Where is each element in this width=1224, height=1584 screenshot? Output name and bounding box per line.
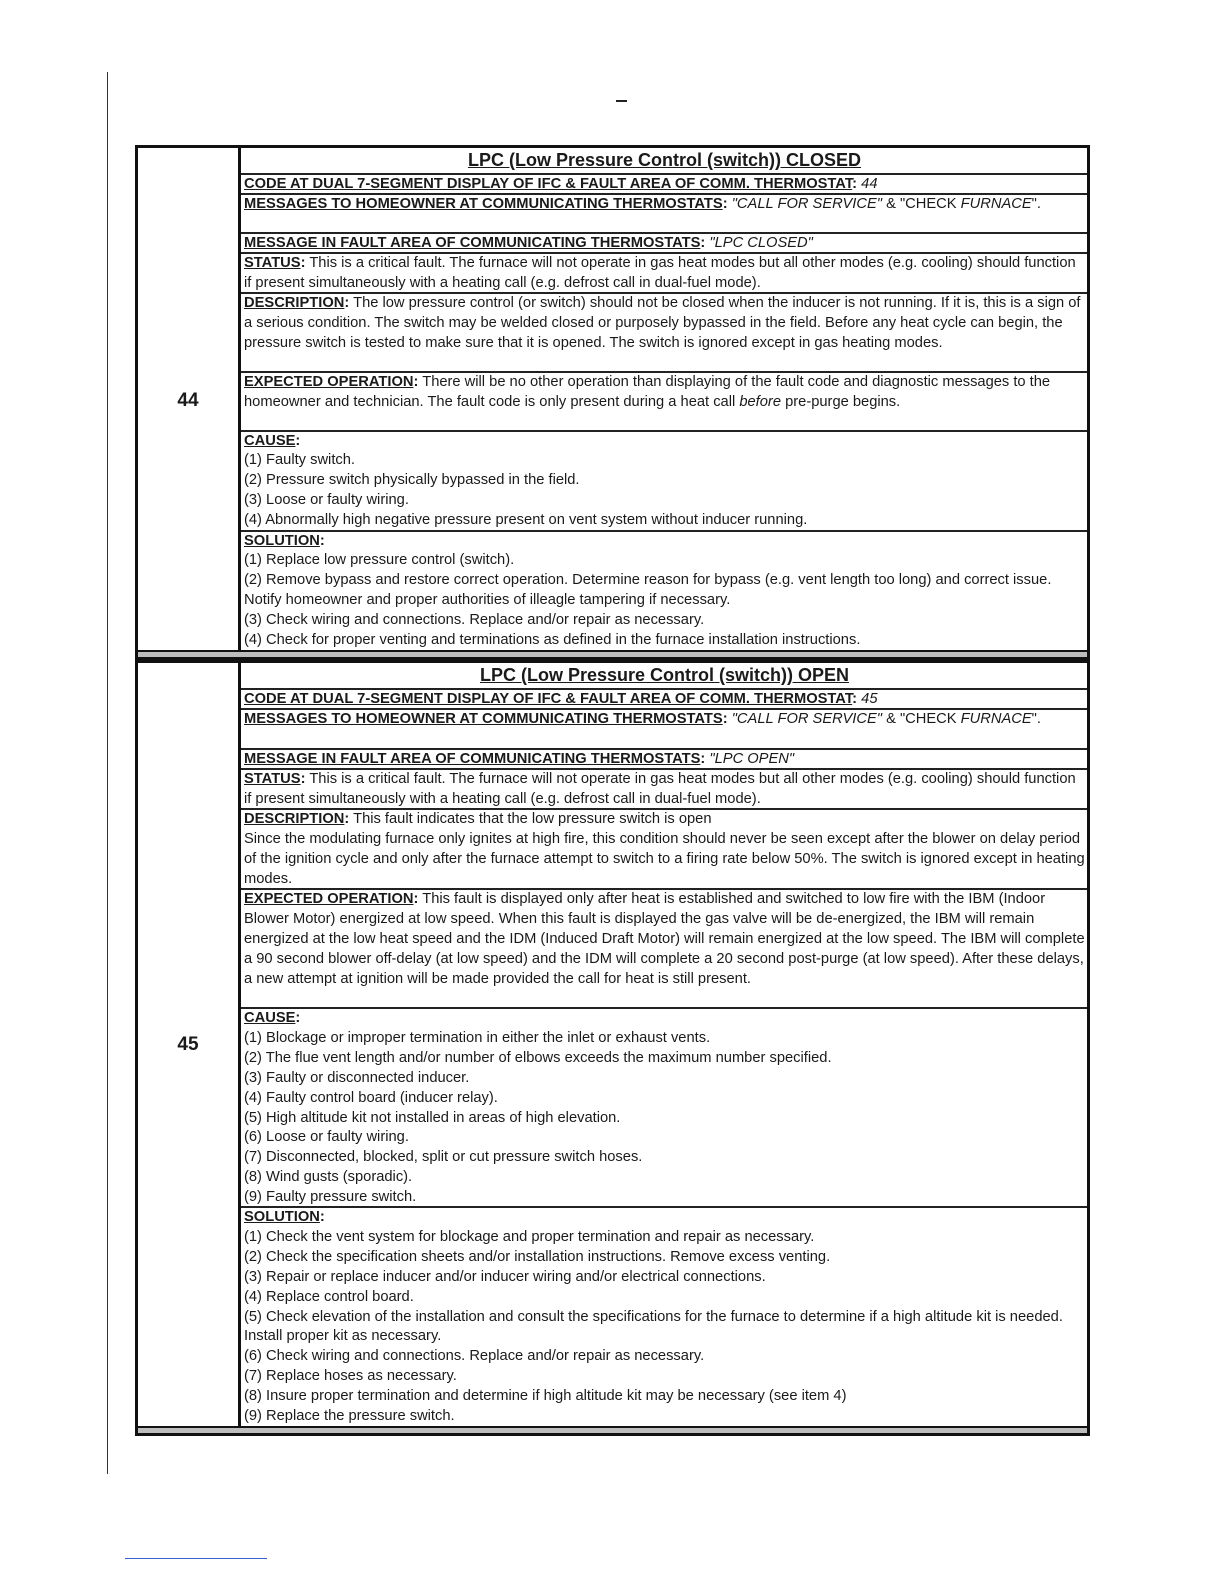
solution-item: (2) Remove bypass and restore correct operation. Determine reason for bypass (e.g. vent length too long) and correct issue. Notify homeowner and proper authorities of illeagle tampering if necessary. [244, 572, 1052, 609]
cause-item: (7) Disconnected, blocked, split or cut pressure switch hoses. [244, 1149, 643, 1166]
block-separator [135, 650, 1090, 660]
fault-code: 44 [177, 390, 199, 411]
description-label: DESCRIPTION [244, 811, 345, 827]
display-code-value: 45 [861, 691, 878, 707]
solution-item: (4) Check for proper venting and terminations as defined in the furnace installation instructions. [244, 632, 861, 649]
block-separator [135, 1426, 1090, 1436]
status-row: STATUS: This is a critical fault. The furnace will not operate in gas heat modes but all other modes (e.g. cooling) should function if present simultaneously with a heating call (e.g. defrost call in dual-fuel mode). [241, 770, 1087, 810]
cause-item: (5) High altitude kit not installed in areas of high elevation. [244, 1109, 621, 1126]
messages-value-end: ". [1031, 711, 1041, 727]
display-code-label: CODE AT DUAL 7-SEGMENT DISPLAY OF IFC & FAULT AREA OF COMM. THERMOSTAT [244, 691, 853, 707]
solution-label: SOLUTION [244, 1209, 320, 1225]
cause-section: CAUSE: (1) Blockage or improper termination in either the inlet or exhaust vents. (2) The flue vent length and/or number of elbows exceeds the maximum number specified. (3) Faulty or disconnected inducer. (4) Faulty control board (inducer relay). (5) High altitude kit not installed in areas of high elevation. (6) Loose or faulty wiring. (7) Disconnected, blocked, split or cut pressure switch hoses. (8) Wind gusts (sporadic). (9) Faulty pressure switch. [241, 1009, 1087, 1208]
status-label: STATUS [244, 771, 301, 787]
fault-title-row [241, 663, 1087, 690]
solution-section: SOLUTION: (1) Check the vent system for blockage and proper termination and repair as necessary. (2) Check the specification sheets and/or installation instructions. Remove excess venting. (3) Repair or replace inducer and/or inducer wiring and/or electrical connections. (4) Replace control board. (5) Check elevation of the installation and consult the specifications for the furnace to determine if a high altitude kit is needed. Install proper kit as necessary. (6) Check wiring and connections. Replace and/or repair as necessary. (7) Replace hoses as necessary. (8) Insure proper termination and determine if high altitude kit may be necessary (see item 4) (9) Replace the pressure switch. [241, 1208, 1087, 1427]
fault-message-label: MESSAGE IN FAULT AREA OF COMMUNICATING THERMOSTATS [244, 751, 701, 767]
expected-operation-text: This fault is displayed only after heat is established and switched to low fire with the IBM (Indoor Blower Motor) energized at low speed. When this fault is displayed the gas valve will be de-energized, the IBM will remain energized at the low heat speed and the IDM (Induced Draft Motor) will remain energized at the low speed. The IBM will complete a 90 second blower off-delay (at low speed) and the IDM will complete a 20 second post-purge (at low speed). After these delays, a new attempt at ignition will be made provided the call for heat is still present. [244, 891, 1085, 987]
expected-operation-text: There will be no other operation than displaying of the fault code and diagnostic messages to the homeowner and technician. The fault code is only present during a heat call [244, 374, 1051, 411]
messages-value-service: "CALL FOR SERVICE" [731, 195, 882, 212]
display-code-row: CODE AT DUAL 7-SEGMENT DISPLAY OF IFC & FAULT AREA OF COMM. THERMOSTAT: 45 [241, 690, 1087, 710]
status-row: STATUS: This is a critical fault. The furnace will not operate in gas heat modes but all other modes (e.g. cooling) should function if present simultaneously with a heating call (e.g. defrost call in dual-fuel mode). [241, 254, 1087, 294]
fault-title-row [241, 148, 1087, 175]
cause-item: (2) The flue vent length and/or number of elbows exceeds the maximum number specified. [244, 1049, 832, 1066]
status-text: This is a critical fault. The furnace will not operate in gas heat modes but all other modes (e.g. cooling) should function if present simultaneously with a heating call (e.g. defrost call in dual-fuel mode). [244, 255, 1076, 292]
description-text: This fault indicates that the low pressure switch is open [353, 811, 712, 827]
code-cell [138, 148, 241, 651]
cause-item: (2) Pressure switch physically bypassed in the field. [244, 472, 580, 489]
fault-block-45 [135, 660, 1090, 1427]
cause-section: CAUSE: (1) Faulty switch. (2) Pressure switch physically bypassed in the field. (3) Loose or faulty wiring. (4) Abnormally high negative pressure present on vent system without inducer running. [241, 432, 1087, 532]
expected-operation-label: EXPECTED OPERATION [244, 891, 414, 907]
fault-content [241, 148, 1087, 651]
cause-item: (3) Faulty or disconnected inducer. [244, 1069, 470, 1086]
messages-value-amp: & "CHECK [881, 711, 957, 727]
cause-item: (3) Loose or faulty wiring. [244, 492, 409, 509]
fault-message-row: MESSAGE IN FAULT AREA OF COMMUNICATING THERMOSTATS: "LPC OPEN" [241, 750, 1087, 770]
left-margin-rule [107, 72, 108, 1474]
status-text: This is a critical fault. The furnace will not operate in gas heat modes but all other modes (e.g. cooling) should function if present simultaneously with a heating call (e.g. defrost call in dual-fuel mode). [244, 771, 1076, 807]
expected-operation-text-end: pre-purge begins. [785, 394, 901, 411]
description-row: DESCRIPTION: The low pressure control (or switch) should not be closed when the inducer is not running. If it is, this is a sign of a serious condition. The switch may be welded closed or purposely bypassed in the field. Before any heat cycle can begin, the pressure switch is tested to make sure that it is opened. The switch is ignored except in gas heating modes. [241, 294, 1087, 373]
expected-operation-emphasis: before [739, 394, 781, 411]
messages-label: MESSAGES TO HOMEOWNER AT COMMUNICATING THERMOSTATS [244, 195, 723, 212]
cause-item: (8) Wind gusts (sporadic). [244, 1169, 413, 1186]
solution-item: (4) Replace control board. [244, 1288, 414, 1305]
solution-item: (3) Check wiring and connections. Replace and/or repair as necessary. [244, 612, 705, 629]
code-cell [138, 663, 241, 1427]
solution-item: (9) Replace the pressure switch. [244, 1408, 455, 1425]
fault-title: LPC (Low Pressure Control (switch)) OPEN [479, 665, 850, 685]
solution-section: SOLUTION: (1) Replace low pressure control (switch). (2) Remove bypass and restore correct operation. Determine reason for bypass (e.g. vent length too long) and correct issue. Notify homeowner and proper authorities of illeagle tampering if necessary. (3) Check wiring and connections. Replace and/or repair as necessary. (4) Check for proper venting and terminations as defined in the furnace installation instructions. [241, 532, 1087, 651]
description-row: DESCRIPTION: This fault indicates that the low pressure switch is open Since the modulating furnace only ignites at high fire, this condition should never be seen except after the blower on delay period of the ignition cycle and only after the furnace attempt to switch to a firing rate below 50%. The switch is ignored except in heating modes. [241, 810, 1087, 890]
solution-item: (7) Replace hoses as necessary. [244, 1368, 457, 1385]
display-code-label: CODE AT DUAL 7-SEGMENT DISPLAY OF IFC & FAULT AREA OF COMM. THERMOSTAT [244, 175, 853, 192]
messages-row: MESSAGES TO HOMEOWNER AT COMMUNICATING THERMOSTATS: "CALL FOR SERVICE" & "CHECK FURNACE". [241, 195, 1087, 235]
messages-value-amp: & "CHECK [881, 195, 957, 212]
cause-label: CAUSE [244, 432, 296, 449]
display-code-value: 44 [861, 175, 878, 192]
fault-message-row: MESSAGE IN FAULT AREA OF COMMUNICATING THERMOSTATS: "LPC CLOSED" [241, 234, 1087, 254]
messages-row: MESSAGES TO HOMEOWNER AT COMMUNICATING THERMOSTATS: "CALL FOR SERVICE" & "CHECK FURNACE". [241, 710, 1087, 750]
expected-operation-label: EXPECTED OPERATION [244, 374, 414, 391]
fault-code: 45 [177, 1034, 199, 1055]
solution-item: (1) Check the vent system for blockage and proper termination and repair as necessary. [244, 1228, 815, 1245]
display-code-row: CODE AT DUAL 7-SEGMENT DISPLAY OF IFC & FAULT AREA OF COMM. THERMOSTAT: 44 [241, 175, 1087, 195]
solution-item: (3) Repair or replace inducer and/or inducer wiring and/or electrical connections. [244, 1268, 766, 1285]
solution-label: SOLUTION [244, 532, 320, 549]
messages-label: MESSAGES TO HOMEOWNER AT COMMUNICATING THERMOSTATS [244, 711, 723, 727]
messages-value-furnace: FURNACE [960, 711, 1032, 727]
fault-title: LPC (Low Pressure Control (switch)) CLOSED [467, 150, 862, 170]
expected-operation-row: EXPECTED OPERATION: There will be no other operation than displaying of the fault code and diagnostic messages to the homeowner and technician. The fault code is only present during a heat call before pre-purge begins. [241, 373, 1087, 431]
cause-item: (6) Loose or faulty wiring. [244, 1129, 409, 1146]
fault-content [241, 663, 1087, 1427]
cause-item: (1) Faulty switch. [244, 452, 355, 469]
solution-item: (8) Insure proper termination and determine if high altitude kit may be necessary (see item 4) [244, 1388, 847, 1405]
status-label: STATUS [244, 255, 301, 272]
fault-block-44 [135, 145, 1090, 651]
solution-item: (2) Check the specification sheets and/or installation instructions. Remove excess venting. [244, 1248, 831, 1265]
cause-item: (4) Abnormally high negative pressure present on vent system without inducer running. [244, 512, 808, 529]
messages-value-end: ". [1031, 195, 1041, 212]
cause-label: CAUSE [244, 1010, 296, 1026]
messages-value-service: "CALL FOR SERVICE" [731, 711, 882, 727]
top-mark [616, 100, 627, 102]
solution-item: (1) Replace low pressure control (switch). [244, 552, 515, 569]
cause-item: (4) Faulty control board (inducer relay). [244, 1089, 498, 1106]
description-label: DESCRIPTION [244, 295, 345, 312]
description-extra: Since the modulating furnace only ignites at high fire, this condition should never be seen except after the blower on delay period of the ignition cycle and only after the furnace attempt to switch to a firing rate below 50%. The switch is ignored except in heating modes. [244, 830, 1085, 887]
footer-link-rule [125, 1558, 267, 1559]
fault-message-label: MESSAGE IN FAULT AREA OF COMMUNICATING THERMOSTATS [244, 235, 701, 252]
description-text: The low pressure control (or switch) should not be closed when the inducer is not running. If it is, this is a sign of a serious condition. The switch may be welded closed or purposely bypassed in the field. Before any heat cycle can begin, the pressure switch is tested to make sure that it is opened. The switch is ignored except in gas heating modes. [244, 295, 1081, 352]
messages-value-furnace: FURNACE [960, 195, 1032, 212]
fault-message-value: "LPC CLOSED" [709, 235, 813, 252]
fault-message-value: "LPC OPEN" [709, 751, 795, 767]
solution-item: (6) Check wiring and connections. Replace and/or repair as necessary. [244, 1348, 705, 1365]
cause-item: (1) Blockage or improper termination in either the inlet or exhaust vents. [244, 1029, 711, 1046]
expected-operation-row: EXPECTED OPERATION: This fault is displayed only after heat is established and switched to low fire with the IBM (Indoor Blower Motor) energized at low speed. When this fault is displayed the gas valve will be de-energized, the IBM will remain energized at the low heat speed and the IDM (Induced Draft Motor) will remain energized at the low speed. The IBM will complete a 90 second blower off-delay (at low speed) and the IDM will complete a 20 second post-purge (at low speed). After these delays, a new attempt at ignition will be made provided the call for heat is still present. [241, 890, 1087, 1009]
solution-item: (5) Check elevation of the installation and consult the specifications for the furnace to determine if a high altitude kit is needed. Install proper kit as necessary. [244, 1308, 1063, 1345]
cause-item: (9) Faulty pressure switch. [244, 1189, 417, 1206]
